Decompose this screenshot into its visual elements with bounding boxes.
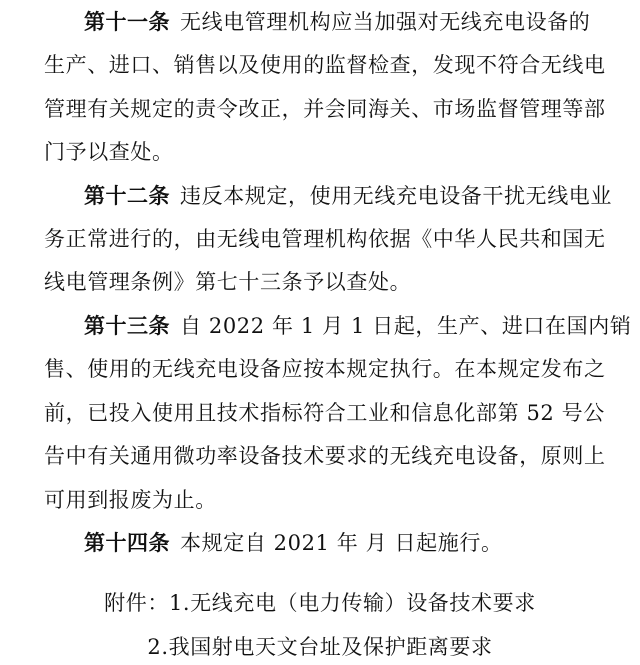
article-12-text-1: 违反本规定，使用无线充电设备干扰无线电业 — [180, 184, 612, 208]
attachment-line-2: 2.我国射电天文台址及保护距离要求 — [147, 635, 493, 659]
article-11-title: 第十一条 — [84, 10, 170, 34]
article-13-line-4: 告中有关通用微功率设备技术要求的无线充电设备，原则上 — [44, 444, 606, 468]
article-14-text-1: 本规定自 2021 年 月 日起施行。 — [180, 531, 503, 555]
article-13-text-1: 自 2022 年 1 月 1 日起，生产、进口在国内销 — [180, 314, 632, 338]
attachment-line-1: 附件：1.无线充电（电力传输）设备技术要求 — [104, 591, 536, 615]
article-13-line-1 — [0, 312, 640, 340]
article-11-line-4: 门予以查处。 — [44, 140, 174, 164]
article-11-text-1: 无线电管理机构应当加强对无线充电设备的 — [180, 10, 591, 34]
article-14-title: 第十四条 — [84, 531, 170, 555]
article-14-line-1 — [0, 529, 640, 557]
article-12-title: 第十二条 — [84, 184, 170, 208]
article-13-line-3: 前，已投入使用且技术指标符合工业和信息化部第 52 号公 — [44, 401, 605, 425]
article-11-line-1 — [0, 8, 640, 36]
article-12-line-3: 线电管理条例》第七十三条予以查处。 — [44, 270, 412, 294]
article-13-line-5: 可用到报废为止。 — [44, 488, 217, 512]
article-12-line-2: 务正常进行的，由无线电管理机构依据《中华人民共和国无 — [44, 227, 606, 251]
article-12-line-1 — [0, 182, 640, 210]
article-13-line-2: 售、使用的无线充电设备应按本规定执行。在本规定发布之 — [44, 357, 606, 381]
article-11-line-2: 生产、进口、销售以及使用的监督检查，发现不符合无线电 — [44, 53, 606, 77]
article-13-title: 第十三条 — [84, 314, 170, 338]
article-11-line-3: 管理有关规定的责令改正，并会同海关、市场监督管理等部 — [44, 97, 606, 121]
